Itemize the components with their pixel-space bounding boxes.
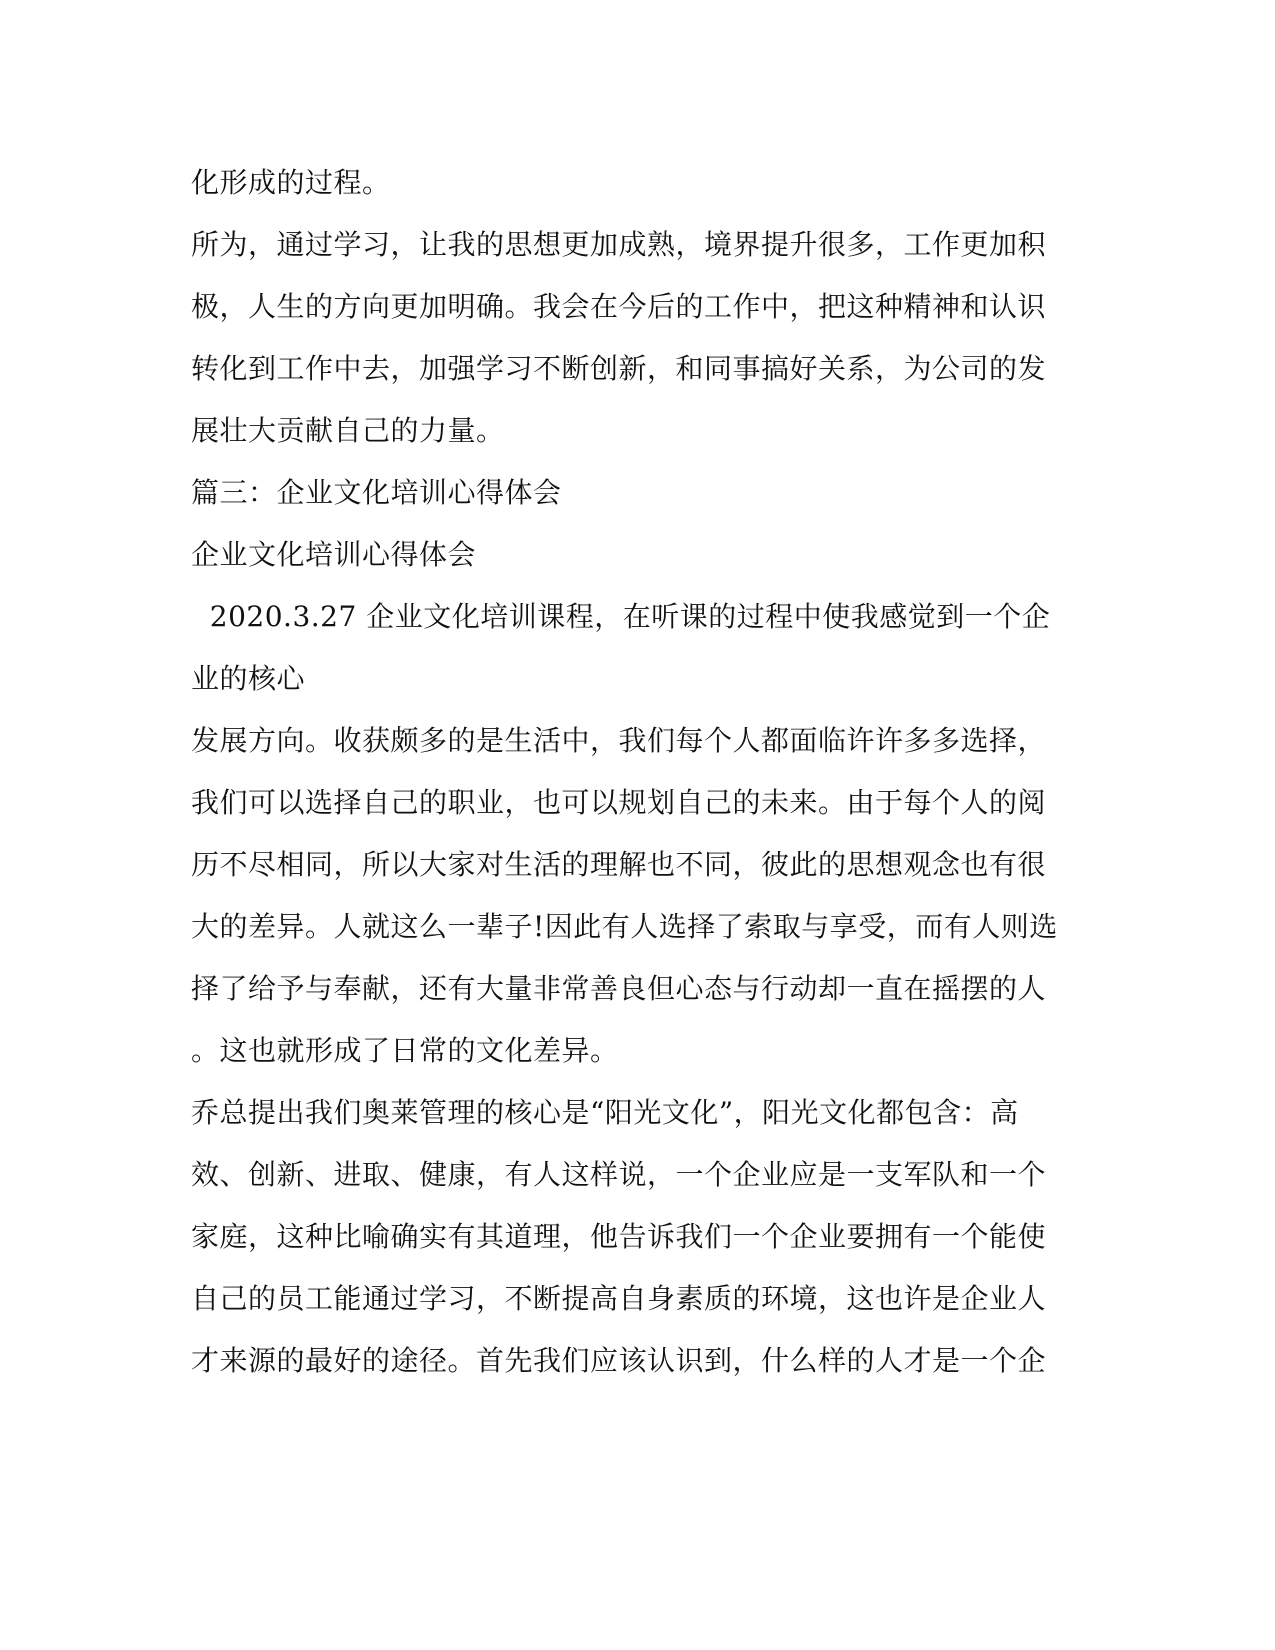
text-line: 历不尽相同，所以大家对生活的理解也不同，彼此的思想观念也有很: [191, 848, 1047, 881]
text-line: 化形成的过程。: [191, 166, 391, 199]
text-line: 才来源的最好的途径。首先我们应该认识到，什么样的人才是一个企: [191, 1344, 1047, 1377]
text-line: 转化到工作中去，加强学习不断创新，和同事搞好关系，为公司的发: [191, 352, 1047, 385]
text-line: 择了给予与奉献，还有大量非常善良但心态与行动却一直在摇摆的人: [191, 972, 1047, 1005]
text-line: 。这也就形成了日常的文化差异。: [191, 1034, 619, 1067]
text-line: 业的核心: [191, 662, 306, 695]
section-heading: 篇三：企业文化培训心得体会: [191, 476, 562, 509]
text-line: 发展方向。收获颇多的是生活中，我们每个人都面临许许多多选择，: [191, 724, 1047, 757]
text-line: 家庭，这种比喻确实有其道理，他告诉我们一个企业要拥有一个能使: [191, 1220, 1047, 1253]
text-line: 效、创新、进取、健康，有人这样说，一个企业应是一支军队和一个: [191, 1158, 1047, 1191]
text-line: 所为，通过学习，让我的思想更加成熟，境界提升很多，工作更加积: [191, 228, 1047, 261]
text-line: 大的差异。人就这么一辈子!因此有人选择了索取与享受，而有人则选: [191, 910, 1058, 943]
text-line: 极，人生的方向更加明确。我会在今后的工作中，把这种精神和认识: [191, 290, 1047, 323]
text-line: 我们可以选择自己的职业，也可以规划自己的未来。由于每个人的阅: [191, 786, 1047, 819]
article-title: 企业文化培训心得体会: [191, 538, 477, 571]
text-line: 自己的员工能通过学习，不断提高自身素质的环境，这也许是企业人: [191, 1282, 1047, 1315]
text-line: 乔总提出我们奥莱管理的核心是“阳光文化”，阳光文化都包含：高: [191, 1096, 1019, 1129]
text-line: 展壮大贡献自己的力量。: [191, 414, 505, 447]
text-line: 2020.3.27 企业文化培训课程，在听课的过程中使我感觉到一个企: [191, 600, 1051, 633]
